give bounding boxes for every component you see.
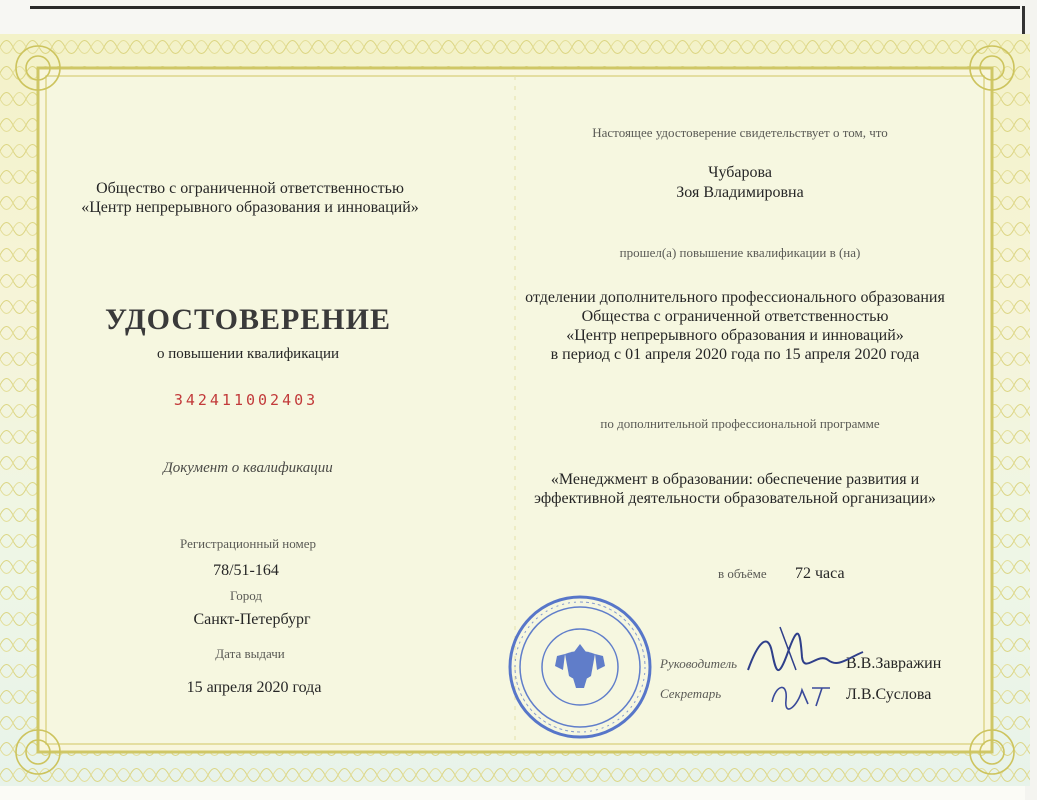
program-line-1: «Менеджмент в образовании: обеспечение развития и bbox=[550, 471, 920, 488]
secretary-name: Л.В.Суслова bbox=[846, 686, 932, 703]
program-line-2: эффективной деятельности образовательной организации» bbox=[534, 490, 936, 507]
scan-edge-line-top bbox=[30, 6, 1020, 9]
issue-date: 15 апреля 2020 года bbox=[186, 679, 322, 696]
place-line-3: «Центр непрерывного образования и инноваций» bbox=[566, 327, 904, 344]
head-name: В.В.Завражин bbox=[846, 655, 942, 672]
serial-number: 342411002403 bbox=[173, 391, 319, 409]
official-seal-icon bbox=[505, 592, 655, 742]
secretary-label: Секретарь bbox=[660, 686, 722, 701]
intro-text: Настоящее удостоверение свидетельствует о том, что bbox=[592, 125, 888, 140]
head-label: Руководитель bbox=[660, 656, 738, 671]
passed-label: прошел(а) повышение квалификации в (на) bbox=[619, 245, 861, 260]
place-line-2: Общества с ограниченной ответственностью bbox=[581, 308, 889, 325]
org-line-1: Общество с ограниченной ответственностью bbox=[96, 180, 404, 197]
org-line-2: «Центр непрерывного образования и инноваций» bbox=[81, 199, 419, 216]
document-subtitle: о повышении квалификации bbox=[157, 346, 339, 362]
document-title: УДОСТОВЕРЕНИЕ bbox=[105, 303, 391, 336]
city-value: Санкт-Петербург bbox=[193, 611, 311, 628]
registration-number: 78/51-164 bbox=[213, 562, 279, 579]
recipient-surname: Чубарова bbox=[708, 164, 772, 181]
secretary-signature-icon bbox=[768, 676, 838, 712]
document-type: Документ о квалификации bbox=[163, 460, 333, 476]
place-line-1: отделении дополнительного профессионального образования bbox=[525, 289, 945, 306]
issue-date-label: Дата выдачи bbox=[215, 646, 285, 661]
volume-value: 72 часа bbox=[795, 565, 845, 582]
recipient-name: Зоя Владимировна bbox=[676, 184, 804, 201]
study-period: в период с 01 апреля 2020 года по 15 апреля 2020 года bbox=[550, 346, 920, 363]
city-label: Город bbox=[229, 588, 263, 603]
volume-label: в объёме bbox=[718, 566, 767, 581]
registration-label: Регистрационный номер bbox=[180, 536, 316, 551]
head-signature-icon bbox=[738, 622, 868, 682]
program-label: по дополнительной профессиональной программе bbox=[600, 416, 880, 431]
